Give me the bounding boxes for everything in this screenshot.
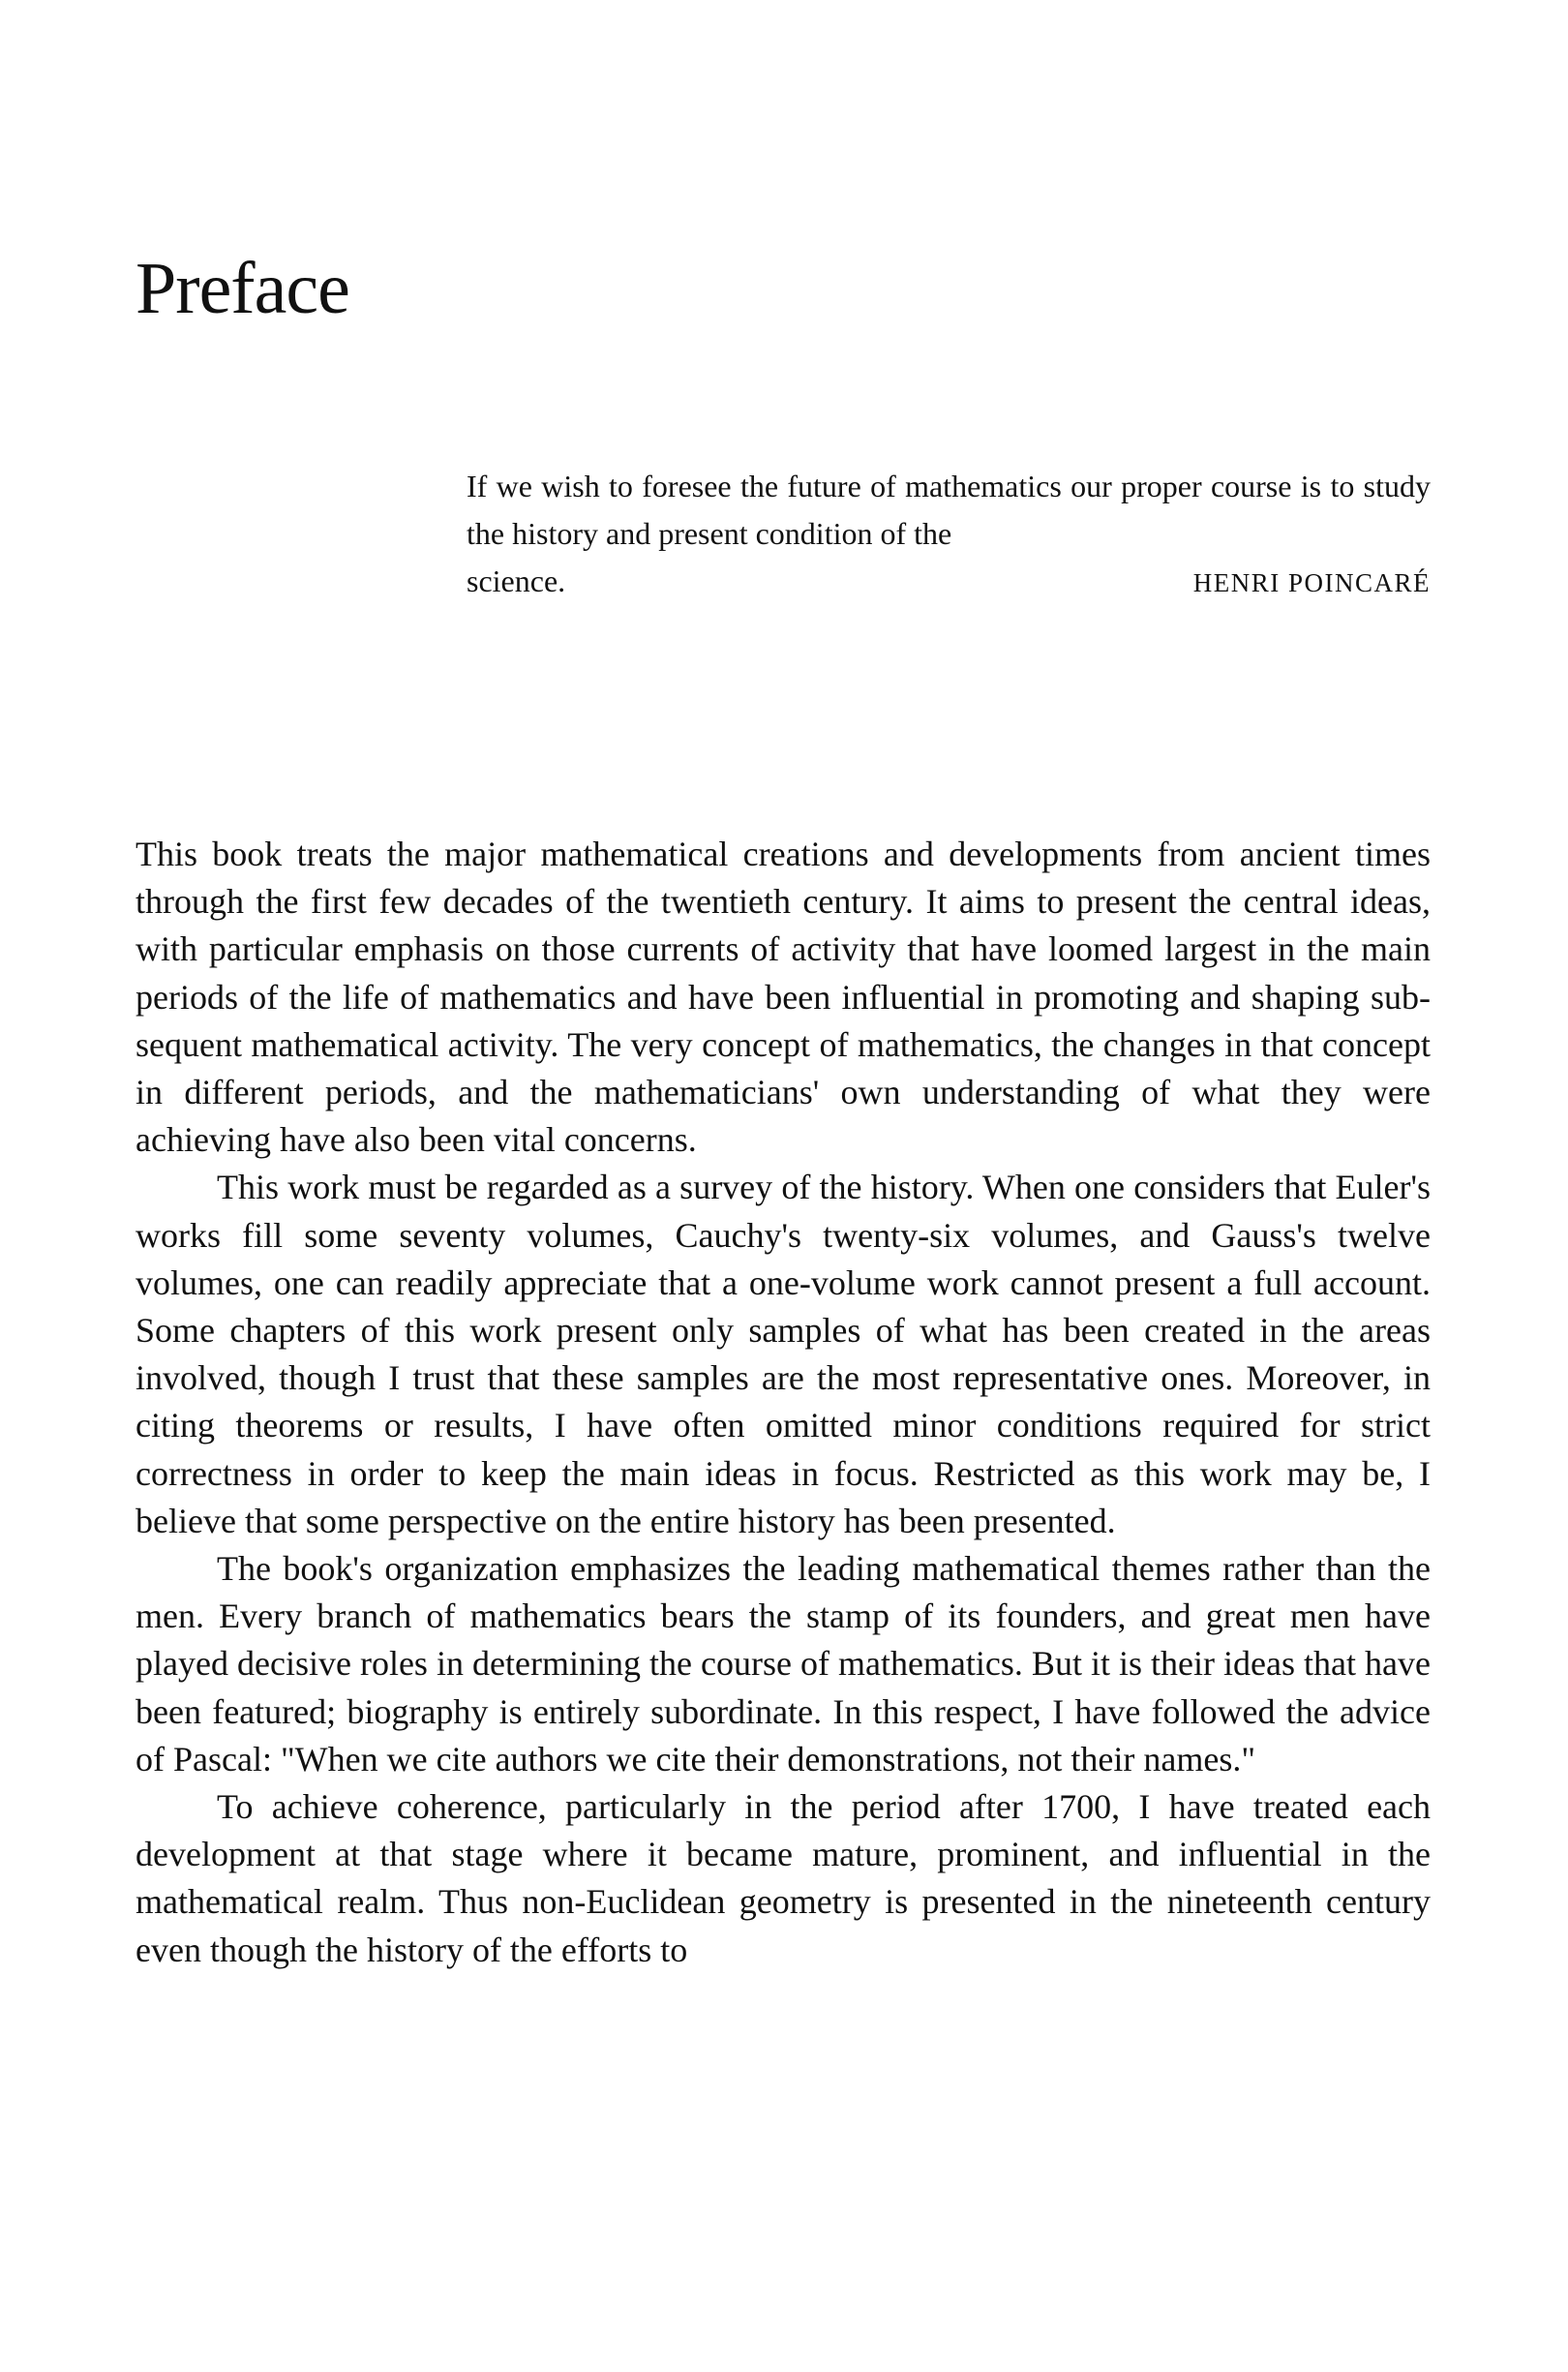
epigraph-text [467,463,1431,607]
epigraph [467,463,1431,607]
epigraph-last-line [467,558,1431,607]
paragraph-2: This work must be regarded as a survey of the history. When one considers that Euler's works fill some seventy volumes, Cauchy's twenty-six volumes, and Gauss's twelve volumes, one can readily appreciate that a one-volume work cannot present a full account. Some chapters of this work present only samples of what has been created in the areas involved, though I trust that these samples are the most representative ones. Moreover, in citing theorems or results, I have often omitted minor conditions required for strict correctness in order to keep the main ideas in focus. Restricted as this work may be, I believe that some perspective on the entire history has been presented. [136,1168,1431,1540]
epigraph-author: HENRI POINCARÉ [1192,568,1431,597]
body-text [136,831,1431,1974]
paragraph-3: The book's organization emphasizes the leading mathematical themes rather than the men. Every branch of mathematics bears the stamp of its founders, and great men have played decisive roles in determining the course of mathematics. But it is their ideas that have been featured; biography is entirely subordinate. In this respect, I have followed the advice of Pascal: "When we cite authors we cite their demonstrations, not their names." [136,1549,1431,1779]
epigraph-quote: If we wish to foresee the future of mathematics our proper course is to study the history and present condition of the [467,469,1431,551]
page-title: Preface [136,248,349,329]
paragraph-4: To achieve coherence, particularly in the period after 1700, I have treated each development at that stage where it became mature, prominent, and influential in the mathematical realm. Thus non-Euclidean geometry is presented in the nineteenth century even though the history of the efforts to [136,1787,1431,1969]
paragraph-1: This book treats the major mathematical creations and developments from ancient times through the first few decades of the twentieth century. It aims to present the central ideas, with particular emphasis on those currents of activity that have loomed largest in the main periods of the life of mathematics and have been influential in promoting and shaping sub-sequent mathematical activity. The very concept of mathematics, the changes in that concept in different periods, and the mathematicians' own understanding of what they were achieving have also been vital concerns. [136,835,1431,1160]
epigraph-last-word: science. [467,563,566,598]
